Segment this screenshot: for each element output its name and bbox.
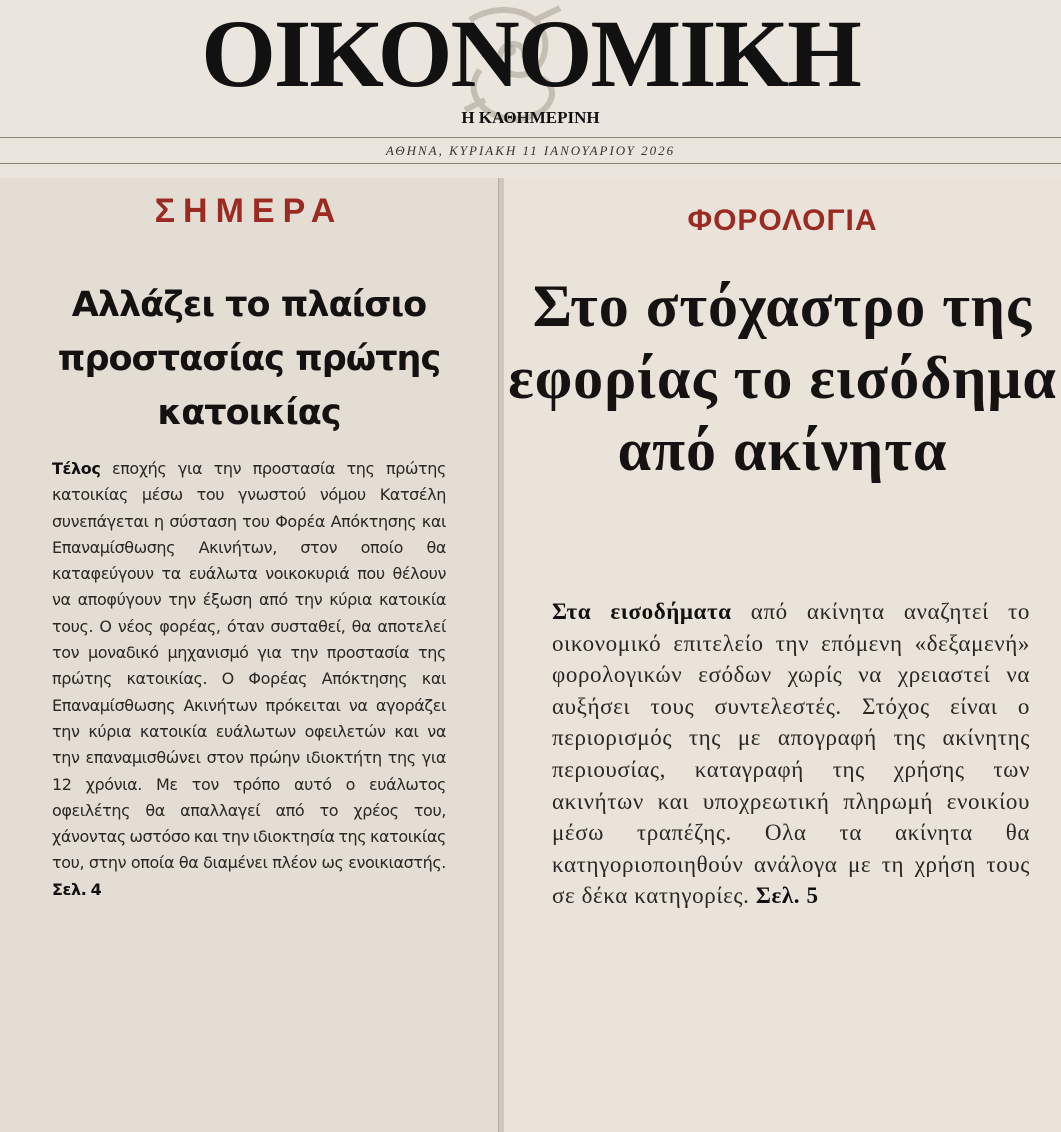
left-body [52,456,446,903]
left-body-text: εποχής για την προστασία της πρώτης κατοικίας μέσω του γνωστού νόμου Κατσέλη συνεπάγεται η σύσταση του Φορέα Απόκτησης και Επαναμίσθωσης Ακινήτων, στον οποίο θα καταφεύγουν τα ευάλωτα νοικοκυριά που θέλουν να αποφύγουν την έξωση από την κύρια κατοικία τους. Ο νέος φορέας, όταν συσταθεί, θα αποτελεί τον μοναδικό μηχανισμό για την προστασία της πρώτης κατοικίας. Ο Φορέας Απόκτησης και Επαναμίσθωσης Ακινήτων πρόκειται να αγοράζει την κύρια κατοικία ευάλωτων οφειλετών και να την επαναμισθώνει στον πρώην ιδιοκτήτη της για 12 χρόνια. Με τον τρόπο αυτό ο ευάλωτος οφειλέτης θα απαλλαγεί από το χρέος του, χάνοντας ωστόσο και την ιδιοκτησία της κατοικίας του, στην οποία θα διαμένει πλέον ως ενοικιαστής. [52,459,446,873]
right-body-text: από ακίνητα αναζητεί το οικονομικό επιτελείο την επόμενη «δεξαμενή» φορολογικών εσόδων χωρίς να χρειαστεί να αυξήσει τους συντελεστές. Στόχος είναι ο περιορισμός της με απογραφή της ακίνητης περιουσίας, καταγραφή της χρήσης των ακινήτων και υποχρεωτική πληρωμή ενοικίου μέσω τραπέζης. Ολα τα ακίνητα θα κατηγοριοποιηθούν ανάλογα με τη χρήση τους σε δέκα κατηγορίες. [552,599,1030,909]
left-article [0,178,498,1132]
left-kicker: ΣΗΜΕΡΑ [154,192,344,230]
left-page-ref: Σελ. 4 [52,879,102,899]
left-headline: Αλλάζει το πλαίσιο προστασίας πρώτης κατοικίας [57,285,441,433]
right-article [504,178,1061,1132]
right-kicker: ΦΟΡΟΛΟΓΙΑ [687,204,878,237]
masthead-rule-top [0,137,1061,138]
dateline: ΑΘΗΝΑ, ΚΥΡΙΑΚΗ 11 ΙΑΝΟΥΑΡΙΟΥ 2026 [385,143,676,158]
masthead-title: ΟΙΚΟΝΟΜΙΚΗ [201,0,860,107]
left-lead: Τέλος [52,459,101,478]
right-body [552,596,1030,912]
right-headline: Στο στόχαστρο της εφορίας το εισόδημα από ακίνητα [508,273,1057,483]
right-lead: Στα εισοδήματα [552,599,732,624]
masthead-rule-bottom [0,163,1061,164]
masthead [0,0,1061,178]
masthead-subtitle: Η ΚΑΘΗΜΕΡΙΝΗ [461,108,600,127]
right-page-ref: Σελ. 5 [755,883,819,909]
